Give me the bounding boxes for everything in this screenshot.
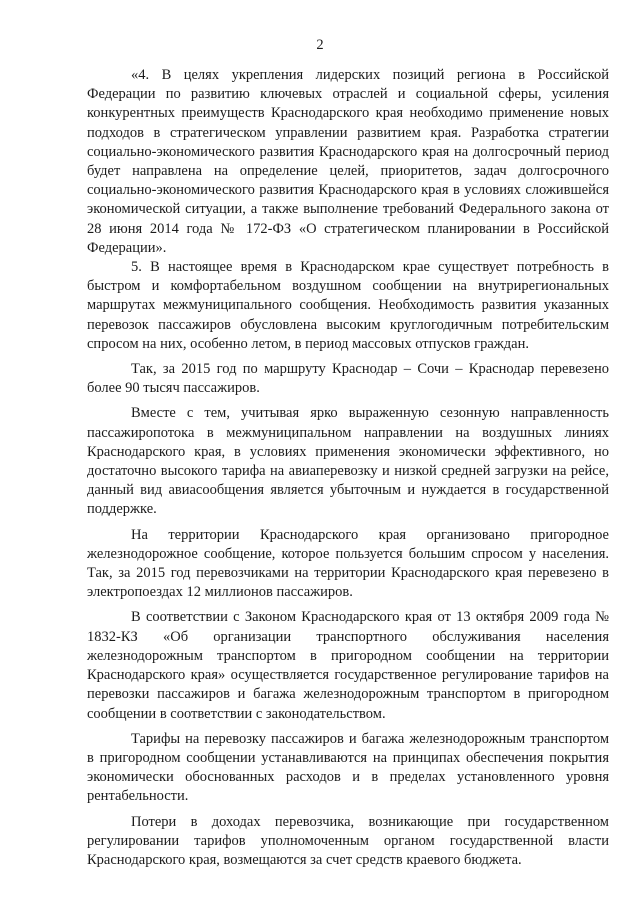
- paragraph-air-transport-need: 5. В настоящее время в Краснодарском крае существует потребность в быстром и комфортабельном воздушном сообщении на внутрирегиональных маршрутах межмуниципального сообщения. Необходимость развития указанных перевозок пассажиров обусловлена высоким круглогодичным потребительским спросом на них, особенно летом, в период массовых отпусков граждан.: [87, 259, 609, 352]
- paragraph-suburban-rail: На территории Краснодарского края организовано пригородное железнодорожное сообщение, которое пользуется большим спросом у населения. Так, за 2015 год перевозчиками на территории Краснодарского края перевезено в электропоездах 12 миллионов пассажиров.: [87, 526, 609, 601]
- paragraph-seasonal-traffic: Вместе с тем, учитывая ярко выраженную сезонную направленность пассажиропотока в межмуниципальном направлении на воздушных линиях Краснодарского края, в условиях применения экономически эффективного, но достаточно высокого тарифа на авиаперевозку и низкой средней загрузки на рейсе, данный вид авиасообщения является убыточным и нуждается в государственной поддержке.: [87, 405, 609, 518]
- paragraph-passenger-count: Так, за 2015 год по маршруту Краснодар – Сочи – Краснодар перевезено более 90 тысяч пассажиров.: [87, 361, 609, 397]
- paragraph-strategy: «4. В целях укрепления лидерских позиций региона в Российской Федерации по развитию ключевых отраслей и социальной сферы, усиления конкурентных преимуществ Краснодарского края необходимо применение новых подходов в стратегическом управлении развитием края. Разработка стратегии социально-экономического развития Краснодарского края на долгосрочный период будет направлена на определение целей, приоритетов, задач долгосрочного социально-экономического развития Краснодарского края в условиях сложившейся экономической ситуации, а также выполнение требований Федерального закона от 28 июня 2014 года № 172-ФЗ «О стратегическом планировании в Российской Федерации».: [87, 67, 609, 256]
- paragraph-tariff-regulation: В соответствии с Законом Краснодарского края от 13 октября 2009 года № 1832-КЗ «Об организации транспортного обслуживания населения железнодорожным транспортом в пригородном сообщении на территории Краснодарского края» осуществляется государственное регулирование тарифов на перевозки пассажиров и багажа железнодорожным транспортом в пригородном сообщении в соответствии с законодательством.: [87, 609, 609, 722]
- page-number: 2: [316, 37, 324, 53]
- paragraph-tariff-principles: Тарифы на перевозку пассажиров и багажа железнодорожным транспортом в пригородном сообщении устанавливаются на принципах обеспечения покрытия экономически обоснованных расходов и в пределах установленного уровня рентабельности.: [87, 730, 609, 805]
- paragraph-loss-compensation: Потери в доходах перевозчика, возникающие при государственном регулировании тарифов уполномоченным органом государственной власти Краснодарского края, возмещаются за счет средств краевого бюджета.: [87, 813, 609, 868]
- document-body: [87, 66, 609, 870]
